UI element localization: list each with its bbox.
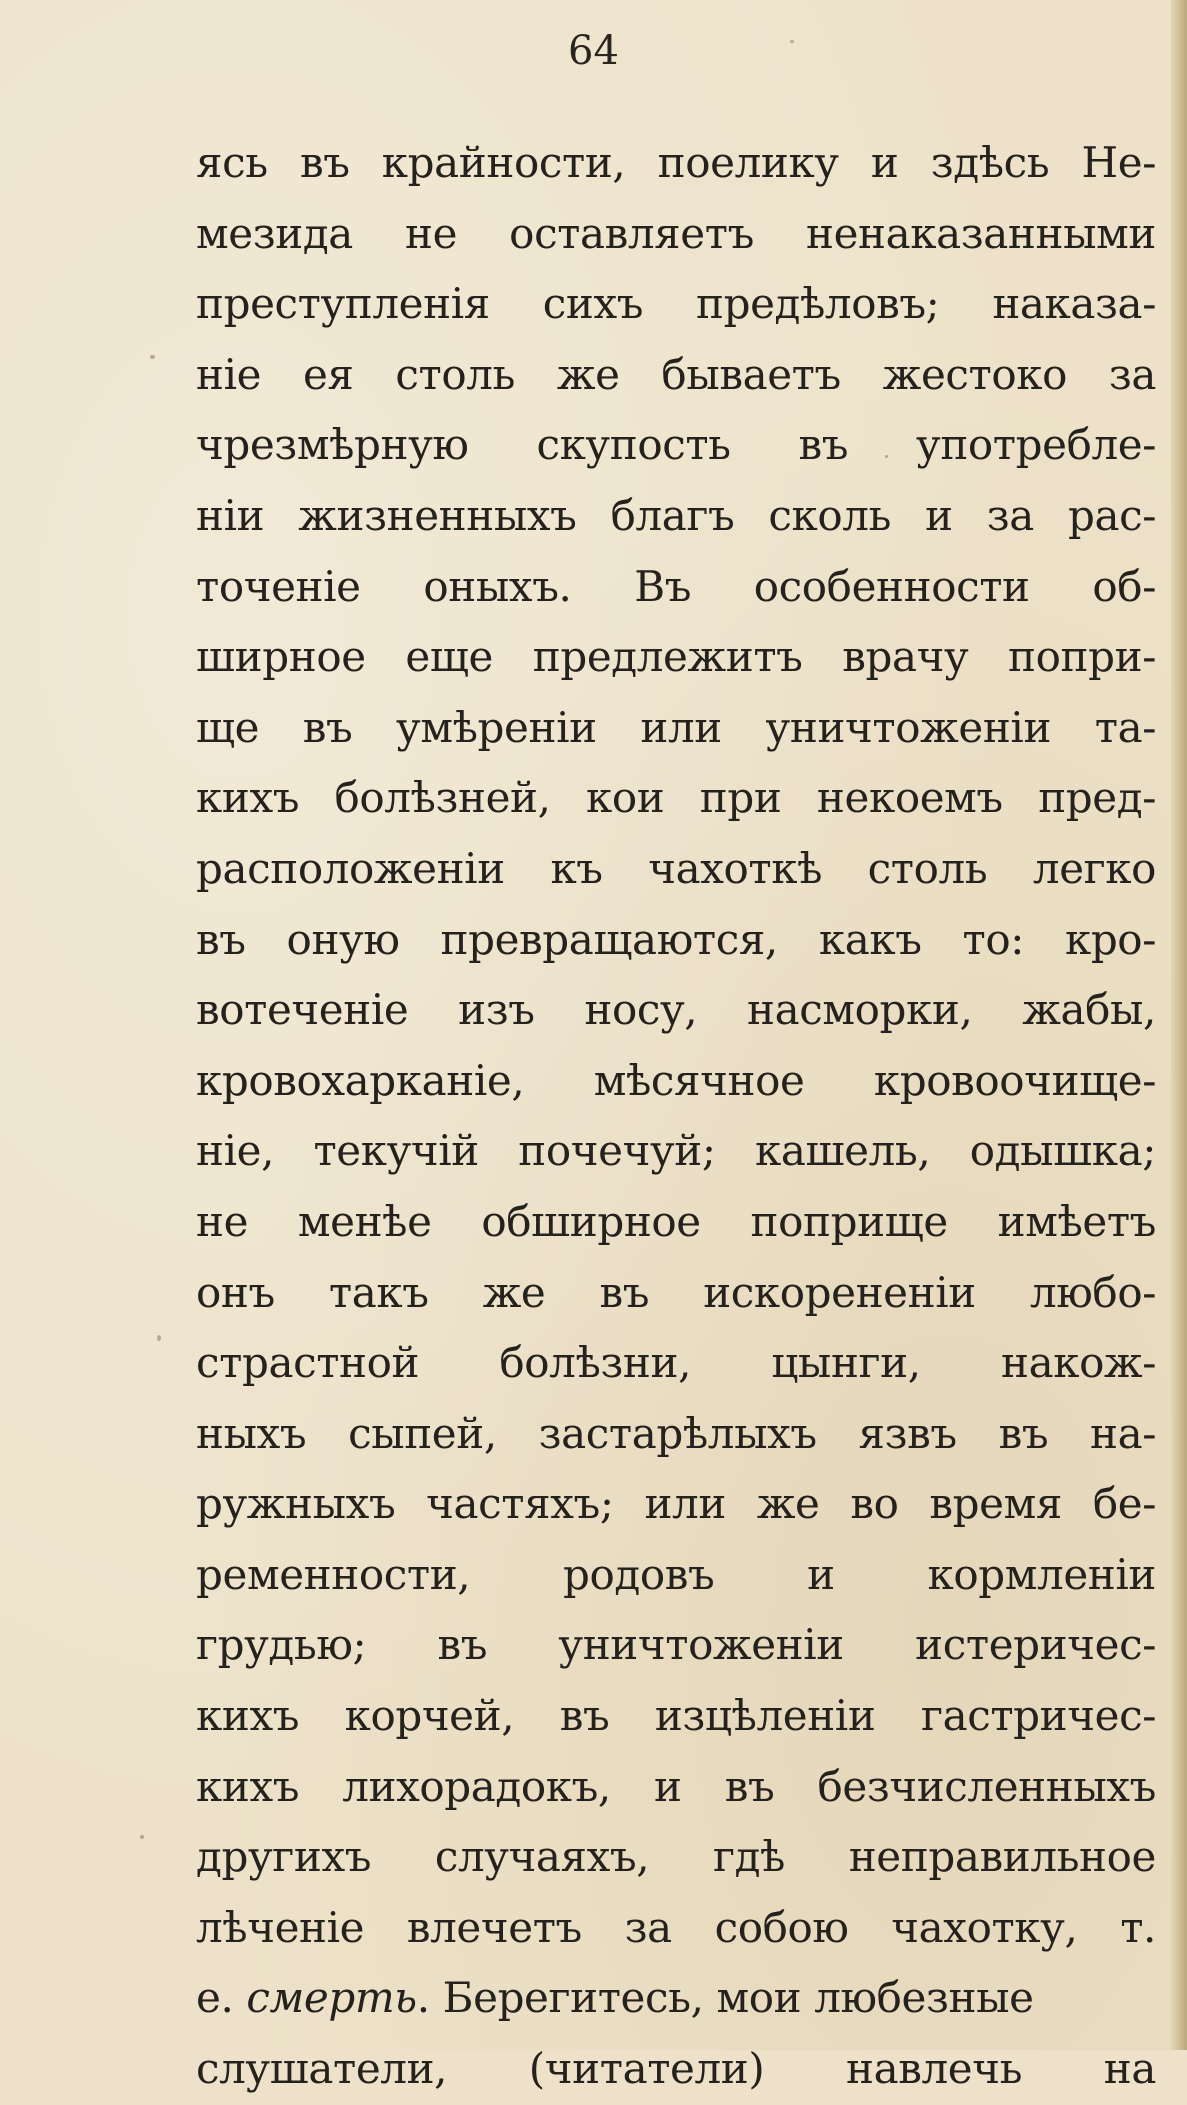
text-line: ружныхъ частяхъ; или же во время бе- [196, 1479, 1156, 1529]
body-text [196, 128, 1156, 2105]
text-line: онъ такъ же въ искорененіи любо- [196, 1267, 1156, 1317]
text-line: кихъ корчей, въ изцѣленіи гастричес- [196, 1691, 1156, 1741]
text-line: ніе ея столь же бываетъ жестоко за [196, 349, 1156, 399]
text-line: ясь въ крайности, поелику и здѣсь Не- [196, 138, 1156, 187]
text-line: другихъ случаяхъ, гдѣ неправильное [196, 1832, 1156, 1882]
text-line: ширное еще предлежитъ врачу попри- [196, 632, 1156, 682]
text-line: точеніе оныхъ. Въ особенности об- [196, 561, 1156, 611]
text-line: преступленія сихъ предѣловъ; наказа- [196, 279, 1156, 329]
text-line: кровохарканіе, мѣсячное кровоочище- [196, 1055, 1156, 1105]
text-line: ніе, текучій почечуй; кашель, одышка; [196, 1126, 1156, 1176]
text-line: въ оную превращаются, какъ то: кро- [196, 914, 1156, 964]
abbrev-start: е. [196, 1973, 234, 2023]
text-line: слушатели, (читатели) навлечь на [196, 2044, 1156, 2094]
text-line: вотеченіе изъ носу, насморки, жабы, [196, 985, 1156, 1035]
text-line: ныхъ сыпей, застарѣлыхъ язвъ въ на- [196, 1408, 1156, 1458]
text-line: расположеніи къ чахоткѣ столь легко [196, 843, 1156, 893]
text-line: кихъ болѣзней, кои при некоемъ пред- [196, 773, 1156, 823]
text-line: грудью; въ уничтоженіи истеричес- [196, 1620, 1156, 1670]
page-number: 64 [568, 28, 619, 74]
text-line: мезида не оставляетъ ненаказанными [196, 208, 1156, 258]
text-line: ременности, родовъ и кормленіи [196, 1549, 1156, 1599]
text-line: страстной болѣзни, цынги, накож- [196, 1338, 1156, 1388]
text-line: лѣченіе влечетъ за собою чахотку, т. [196, 1902, 1156, 1952]
paper-speck [157, 1335, 161, 1341]
text-line: чрезмѣрную скупость въ употребле- [196, 420, 1156, 470]
paper-speck [150, 355, 155, 359]
text-line [196, 1963, 1156, 2034]
text-line: ніи жизненныхъ благъ сколь и за рас- [196, 490, 1156, 540]
page-edge-shadow [1171, 0, 1187, 2050]
text-line: не менѣе обширное поприще имѣетъ [196, 1196, 1156, 1246]
paper-speck [140, 1835, 144, 1839]
text-line: кихъ лихорадокъ, и въ безчисленныхъ [196, 1761, 1156, 1811]
italic-word: смерть [246, 1973, 417, 2023]
text-line-remainder: . Берегитесь, мои любезные [416, 1973, 1034, 2023]
text-line: ще въ умѣреніи или уничтоженіи та- [196, 702, 1156, 752]
